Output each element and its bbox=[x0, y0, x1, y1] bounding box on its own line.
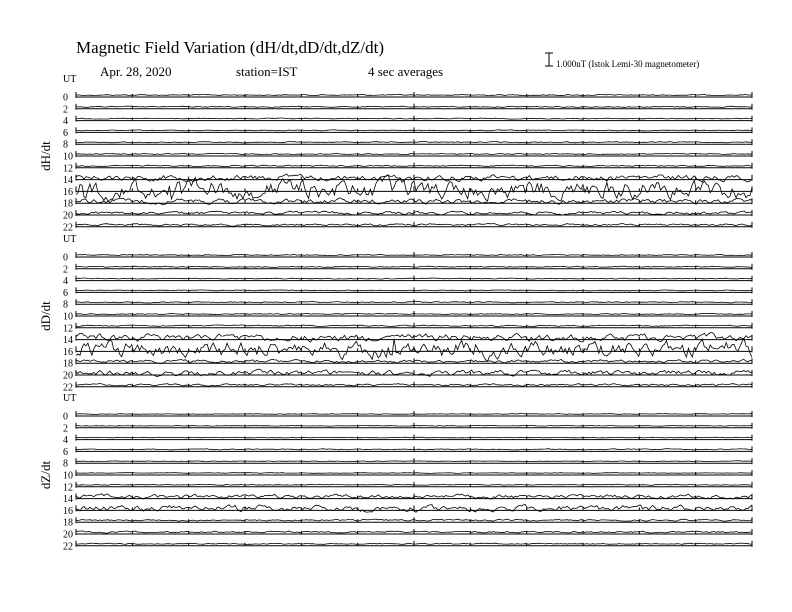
row-label-ut: 18 bbox=[63, 517, 73, 529]
averaging-label: 4 sec averages bbox=[368, 64, 444, 79]
row-label-ut: 18 bbox=[63, 358, 73, 370]
row-label-ut: 12 bbox=[63, 482, 73, 494]
row-label-ut: 10 bbox=[63, 470, 73, 482]
row-label-ut: 10 bbox=[63, 311, 73, 323]
row-label-ut: 12 bbox=[63, 323, 73, 335]
row-label-ut: 4 bbox=[63, 276, 68, 288]
row-label-ut: 4 bbox=[63, 116, 68, 128]
row-label-ut: 4 bbox=[63, 435, 68, 447]
row-label-ut: 12 bbox=[63, 163, 73, 175]
row-label-ut: 20 bbox=[63, 210, 73, 222]
ut-label-panel-1: UT bbox=[63, 74, 77, 85]
row-label-ut: 0 bbox=[63, 92, 68, 104]
row-label-ut: 2 bbox=[63, 264, 68, 276]
row-label-ut: 22 bbox=[63, 222, 73, 234]
row-label-ut: 10 bbox=[63, 151, 73, 163]
row-label-ut: 20 bbox=[63, 529, 73, 541]
row-label-ut: 6 bbox=[63, 287, 68, 299]
row-label-ut: 0 bbox=[63, 252, 68, 264]
row-label-ut: 16 bbox=[63, 186, 73, 198]
row-label-ut: 22 bbox=[63, 382, 73, 394]
data-trace bbox=[76, 473, 752, 474]
row-label-ut: 20 bbox=[63, 370, 73, 382]
data-trace bbox=[76, 425, 752, 426]
row-label-ut: 8 bbox=[63, 299, 68, 311]
date-label: Apr. 28, 2020 bbox=[100, 64, 172, 79]
row-label-ut: 14 bbox=[63, 175, 73, 187]
data-trace bbox=[76, 437, 752, 438]
row-label-ut: 16 bbox=[63, 505, 73, 517]
ut-label-panel-3: UT bbox=[63, 393, 77, 404]
ut-label-panel-2: UT bbox=[63, 234, 77, 245]
data-trace bbox=[76, 414, 752, 415]
ylabel-dZ-dt: dZ/dt bbox=[38, 460, 53, 490]
data-trace bbox=[76, 290, 752, 291]
row-label-ut: 0 bbox=[63, 411, 68, 423]
row-label-ut: 8 bbox=[63, 139, 68, 151]
row-label-ut: 18 bbox=[63, 198, 73, 210]
row-label-ut: 6 bbox=[63, 446, 68, 458]
ylabel-dH-dt: dH/dt bbox=[38, 141, 53, 171]
row-label-ut: 2 bbox=[63, 104, 68, 116]
row-label-ut: 8 bbox=[63, 458, 68, 470]
row-label-ut: 2 bbox=[63, 423, 68, 435]
scale-label: 1.000nT (Istok Lemi-30 magnetometer) bbox=[556, 59, 700, 69]
row-label-ut: 14 bbox=[63, 335, 73, 347]
chart-title: Magnetic Field Variation (dH/dt,dD/dt,dZ/dt) bbox=[76, 38, 385, 57]
row-label-ut: 16 bbox=[63, 346, 73, 358]
station-label: station=IST bbox=[236, 64, 298, 79]
row-label-ut: 14 bbox=[63, 494, 73, 506]
ylabel-dD-dt: dD/dt bbox=[38, 301, 53, 331]
row-label-ut: 22 bbox=[63, 541, 73, 553]
row-label-ut: 6 bbox=[63, 127, 68, 139]
